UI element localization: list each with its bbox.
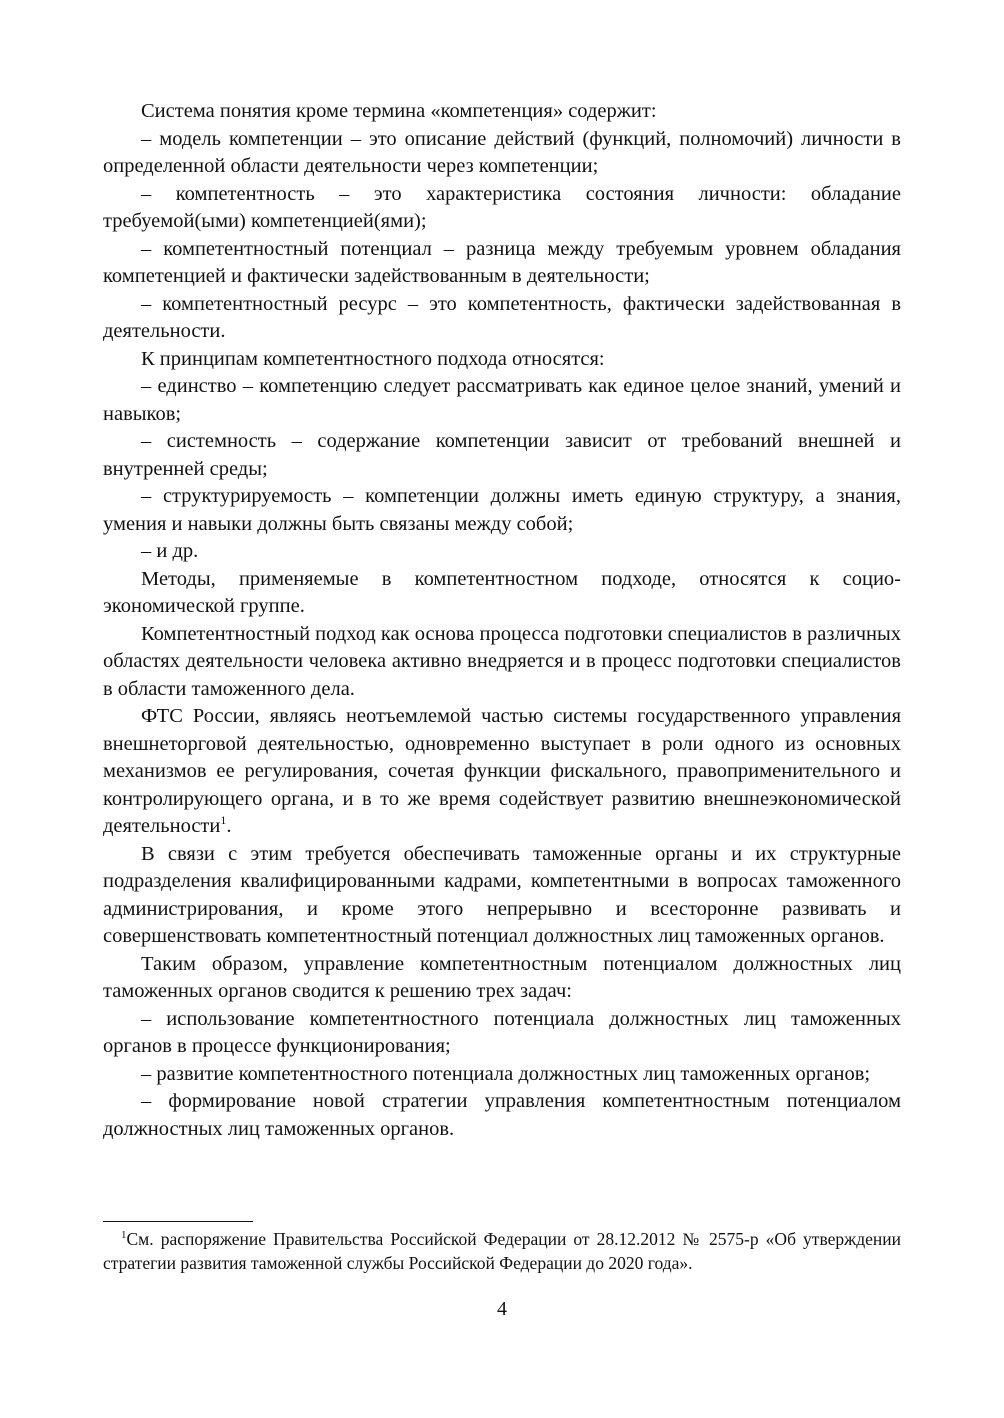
- paragraph-competence-model: – модель компетенции – это описание действий (функций, полномочий) личности в определенной области деятельности через компетенции;: [103, 127, 901, 177]
- footnote-mark: 1: [121, 1229, 127, 1242]
- paragraph-system-concepts: Система понятия кроме термина «компетенция» содержит:: [141, 100, 657, 122]
- paragraph-competency: – компетентность – это характеристика состояния личности: обладание требуемой(ыми) компетенцией(ями);: [103, 182, 901, 232]
- footnote-reference[interactable]: 1: [220, 813, 227, 828]
- paragraph-staffing: В связи с этим требуется обеспечивать таможенные органы и их структурные подразделения квалифицированными кадрами, компетентными в вопросах таможенного администрирования, и кроме этого непрерывно и всесторонне развивать и совершенствовать компетентностный потенциал должностных лиц таможенных органов.: [103, 842, 901, 947]
- paragraph-task-use: – использование компетентностного потенциала должностных лиц таможенных органов в процессе функционирования;: [103, 1007, 901, 1057]
- paragraph-principle-structure: – структурируемость – компетенции должны иметь единую структуру, а знания, умения и навыки должны быть связаны между собой;: [103, 485, 901, 535]
- paragraph-competency-potential: – компетентностный потенциал – разница между требуемым уровнем обладания компетенцией и фактически задействованным в деятельности;: [103, 237, 901, 287]
- page-number: 4: [497, 1298, 507, 1320]
- paragraph-task-strategy: – формирование новой стратегии управления компетентностным потенциалом должностных лиц таможенных органов.: [103, 1090, 901, 1140]
- footnote: [103, 1227, 901, 1275]
- paragraph-principle-unity: – единство – компетенцию следует рассматривать как единое целое знаний, умений и навыков;: [103, 375, 901, 425]
- footnote-text: См. распоряжение Правительства Российской Федерации от 28.12.2012 № 2575-р «Об утверждении стратегии развития таможенной службы Российской Федерации до 2020 года».: [103, 1229, 901, 1273]
- paragraph-three-tasks: Таким образом, управление компетентностным потенциалом должностных лиц таможенных органов сводится к решению трех задач:: [103, 952, 901, 1002]
- paragraph-principles-intro: К принципам компетентностного подхода относятся:: [141, 347, 605, 370]
- paragraph-principle-systemic: – системность – содержание компетенции зависит от требований внешней и внутренней среды;: [103, 430, 901, 480]
- paragraph-task-development: – развитие компетентностного потенциала должностных лиц таможенных органов;: [141, 1062, 871, 1085]
- paragraph-fts-russia: [103, 703, 901, 841]
- page-body: [103, 98, 901, 1143]
- paragraph-fts-tail: .: [226, 815, 232, 837]
- paragraph-approach-basis: Компетентностный подход как основа процесса подготовки специалистов в различных областях деятельности человека активно внедряется и в процесс подготовки специалистов в области таможенного дела.: [103, 622, 901, 700]
- paragraph-fts-text: ФТС России, являясь неотъемлемой частью системы государственного управления внешнеторговой деятельностью, одновременно выступает в роли одного из основных механизмов ее регулирования, сочетая функции фискального, правоприменительного и контролирующего органа, и в то же время содействует развитию внешнеэкономической деятельности: [103, 705, 901, 837]
- paragraph-competency-resource: – компетентностный ресурс – это компетентность, фактически задействованная в деятельности.: [103, 292, 901, 342]
- footnote-separator: [103, 1221, 253, 1222]
- paragraph-methods: Методы, применяемые в компетентностном подходе, относятся к социо-экономической группе.: [103, 567, 901, 617]
- paragraph-etc: – и др.: [141, 540, 199, 562]
